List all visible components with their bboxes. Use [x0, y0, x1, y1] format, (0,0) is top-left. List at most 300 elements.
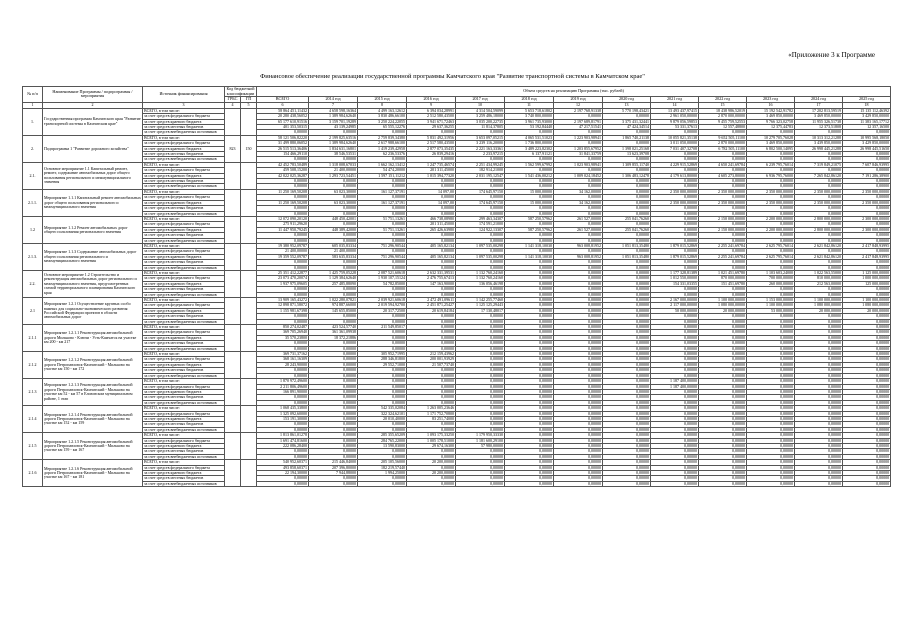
- amount-cell: 0,00000: [747, 449, 795, 454]
- amount-cell: 0,00000: [747, 211, 795, 216]
- funding-source: за счет средств краевого бюджета: [143, 362, 225, 367]
- amount-cell: 0,00000: [603, 400, 651, 405]
- amount-cell: 0,00000: [651, 416, 699, 421]
- funding-source: за счет средств краевого бюджета: [143, 281, 225, 286]
- amount-cell: 200 001,93929: [407, 357, 456, 362]
- amount-cell: 0,00000: [309, 357, 358, 362]
- amount-cell: 0,00000: [747, 395, 795, 400]
- amount-cell: 0,00000: [554, 114, 603, 119]
- amount-cell: 3 961 735,93000: [505, 119, 554, 124]
- amount-cell: 3 429 850,00000: [843, 114, 891, 119]
- amount-cell: 0,00000: [309, 319, 358, 324]
- amount-cell: 0,00000: [651, 368, 699, 373]
- amount-cell: 0,00000: [651, 195, 699, 200]
- amount-cell: 0,00000: [699, 238, 747, 243]
- amount-cell: 0,00000: [309, 157, 358, 162]
- amount-cell: 174 591,21000: [456, 222, 505, 227]
- amount-cell: 0,00000: [554, 184, 603, 189]
- col-index: 9: [407, 102, 456, 108]
- amount-cell: 0,00000: [795, 222, 843, 227]
- amount-cell: 0,00000: [505, 298, 554, 303]
- amount-cell: 0,00000: [505, 460, 554, 465]
- amount-cell: 0,00000: [651, 389, 699, 394]
- amount-cell: 0,00000: [843, 368, 891, 373]
- amount-cell: 0,00000: [651, 449, 699, 454]
- amount-cell: 5 653 718,61802: [505, 108, 554, 113]
- amount-cell: 0,00000: [747, 400, 795, 405]
- funding-source: за счет средств внебюджетных источников: [143, 211, 225, 216]
- amount-cell: 0,00000: [456, 330, 505, 335]
- amount-cell: 0,00000: [699, 368, 747, 373]
- amount-cell: 1 181 600,29100: [456, 438, 505, 443]
- amount-cell: 0,00000: [456, 341, 505, 346]
- amount-cell: 26 998 445,51650: [843, 146, 891, 151]
- amount-cell: 0,00000: [651, 481, 699, 486]
- amount-cell: 0,00000: [358, 368, 407, 373]
- funding-source: за счет средств федерального бюджета: [143, 303, 225, 308]
- amount-cell: 0,00000: [554, 206, 603, 211]
- amount-cell: 0,00000: [795, 379, 843, 384]
- amount-cell: 3 159 701,19289: [309, 119, 358, 124]
- amount-cell: 0,00000: [843, 211, 891, 216]
- amount-cell: 7 944,88000: [309, 471, 358, 476]
- amount-cell: 0,00000: [795, 389, 843, 394]
- amount-cell: 0,00000: [358, 314, 407, 319]
- amount-cell: 0,00000: [407, 379, 456, 384]
- amount-cell: 4 314 504,59099: [456, 108, 505, 113]
- amount-cell: 0,00000: [505, 335, 554, 340]
- amount-cell: 1 141 318,10030: [505, 254, 554, 259]
- amount-cell: 0,00000: [505, 292, 554, 297]
- amount-cell: 0,00000: [554, 433, 603, 438]
- row-number: 2.1.2: [23, 352, 43, 379]
- amount-cell: 0,00000: [843, 460, 891, 465]
- amount-cell: 0,00000: [651, 184, 699, 189]
- amount-cell: 20 619,84184: [407, 308, 456, 313]
- amount-cell: 6 782 505,11100: [699, 146, 747, 151]
- amount-cell: 0,00000: [407, 400, 456, 405]
- amount-cell: 0,00000: [358, 195, 407, 200]
- amount-cell: 0,00000: [554, 270, 603, 275]
- amount-cell: 0,00000: [407, 335, 456, 340]
- amount-cell: 2 255 241,69784: [699, 243, 747, 248]
- amount-cell: 0,00000: [309, 384, 358, 389]
- amount-cell: 0,00000: [747, 152, 795, 157]
- amount-cell: 0,00000: [843, 379, 891, 384]
- col-index: 12: [554, 102, 603, 108]
- amount-cell: 0,00000: [651, 362, 699, 367]
- amount-cell: 0,00000: [407, 389, 456, 394]
- amount-cell: 0,00000: [795, 395, 843, 400]
- amount-cell: 0,00000: [699, 373, 747, 378]
- amount-cell: 0,00000: [505, 184, 554, 189]
- amount-cell: 0,00000: [257, 476, 309, 481]
- amount-cell: 174 645,97150: [456, 189, 505, 194]
- funding-source: ВСЕГО, в том числе:: [143, 189, 225, 194]
- amount-cell: 4 179 613,80000: [651, 173, 699, 178]
- amount-cell: 1 541 436,00212: [505, 173, 554, 178]
- amount-cell: 1 080 000,00000: [795, 303, 843, 308]
- amount-cell: 0,00000: [505, 249, 554, 254]
- amount-cell: 0,00000: [358, 206, 407, 211]
- row-grbs: [225, 189, 241, 216]
- amount-cell: 0,00000: [795, 460, 843, 465]
- amount-cell: 0,00000: [554, 292, 603, 297]
- amount-cell: 0,00000: [257, 454, 309, 459]
- amount-cell: 0,00000: [747, 460, 795, 465]
- row-gp: [241, 270, 257, 297]
- amount-cell: 1 129 384,62640: [309, 276, 358, 281]
- amount-cell: 20 010,40000: [358, 416, 407, 421]
- amount-cell: 0,00000: [358, 211, 407, 216]
- amount-cell: 2 251 434,99245: [456, 162, 505, 167]
- amount-cell: 0,00000: [843, 341, 891, 346]
- amount-cell: 0,00000: [651, 206, 699, 211]
- amount-cell: 0,00000: [699, 471, 747, 476]
- amount-cell: 26 515 513,36406: [257, 146, 309, 151]
- amount-cell: 0,00000: [554, 346, 603, 351]
- amount-cell: 47 217,51541: [554, 125, 603, 130]
- row-name: Государственная программа Камчатского края "Развитие транспортной системы в Камчатском крае": [43, 108, 143, 135]
- amount-cell: 2 350 000,00000: [699, 189, 747, 194]
- amount-cell: 0,00000: [358, 260, 407, 265]
- amount-cell: 0,00000: [651, 292, 699, 297]
- amount-cell: 751 296,90544: [358, 254, 407, 259]
- amount-cell: 0,00000: [554, 141, 603, 146]
- amount-cell: 0,00000: [603, 373, 651, 378]
- amount-cell: 10 279 705,76028: [747, 135, 795, 140]
- col-year: ВСЕГО: [257, 97, 309, 103]
- amount-cell: 0,00000: [795, 260, 843, 265]
- amount-cell: 0,00000: [603, 454, 651, 459]
- amount-cell: 0,00000: [795, 449, 843, 454]
- funding-source: за счет средств местных бюджетов: [143, 125, 225, 130]
- amount-cell: 0,00000: [309, 211, 358, 216]
- amount-cell: 0,00000: [843, 287, 891, 292]
- amount-cell: 0,00000: [795, 422, 843, 427]
- amount-cell: 0,00000: [309, 379, 358, 384]
- row-grbs: [225, 243, 241, 270]
- funding-source: за счет средств внебюджетных источников: [143, 265, 225, 270]
- amount-cell: 0,00000: [505, 233, 554, 238]
- funding-source: ВСЕГО, в том числе:: [143, 243, 225, 248]
- amount-cell: 0,00000: [843, 481, 891, 486]
- amount-cell: 2 617 988,66100: [358, 141, 407, 146]
- amount-cell: 0,00000: [309, 449, 358, 454]
- amount-cell: 14 097,00: [407, 200, 456, 205]
- amount-cell: 0,00000: [843, 389, 891, 394]
- amount-cell: 0,00000: [651, 411, 699, 416]
- amount-cell: 0,00000: [699, 195, 747, 200]
- amount-cell: 0,00000: [407, 233, 456, 238]
- amount-cell: 1 930 107,15124: [358, 276, 407, 281]
- amount-cell: 0,00000: [747, 184, 795, 189]
- amount-cell: 0,00000: [358, 330, 407, 335]
- amount-cell: 0,00000: [699, 395, 747, 400]
- amount-cell: 3 259 486,18000: [456, 114, 505, 119]
- row-grbs: [225, 108, 241, 135]
- amount-cell: 0,00000: [795, 330, 843, 335]
- amount-cell: 0,00000: [456, 211, 505, 216]
- amount-cell: 0,00000: [505, 427, 554, 432]
- col-index: 16: [747, 102, 795, 108]
- col-year: 2014 год: [309, 97, 358, 103]
- amount-cell: 15 000,00000: [505, 200, 554, 205]
- amount-cell: 2 200 000,00000: [747, 216, 795, 221]
- amount-cell: 0,00000: [603, 303, 651, 308]
- amount-cell: 0,00000: [257, 211, 309, 216]
- amount-cell: 2 211 806,49600: [257, 384, 309, 389]
- amount-cell: 0,00000: [843, 249, 891, 254]
- amount-cell: 0,00000: [603, 233, 651, 238]
- funding-source: за счет средств местных бюджетов: [143, 476, 225, 481]
- amount-cell: 1 171 752,70800: [407, 411, 456, 416]
- col-index: 13: [603, 102, 651, 108]
- amount-cell: 0,00000: [699, 341, 747, 346]
- amount-cell: 0,00000: [407, 314, 456, 319]
- amount-cell: 0,00000: [747, 443, 795, 448]
- amount-cell: 0,00000: [747, 433, 795, 438]
- amount-cell: 4 499 163,12612: [358, 108, 407, 113]
- amount-cell: 405 165,82134: [407, 254, 456, 259]
- amount-cell: 0,00000: [651, 471, 699, 476]
- amount-cell: 401 353,50315: [257, 125, 309, 130]
- amount-cell: 0,00000: [603, 465, 651, 470]
- amount-cell: 0,00000: [651, 260, 699, 265]
- amount-cell: 29 552,71000: [358, 362, 407, 367]
- amount-cell: 0,00000: [843, 362, 891, 367]
- col-year: 2021 год: [651, 97, 699, 103]
- amount-cell: 42 022 025,36287: [257, 173, 309, 178]
- amount-cell: 0,00000: [257, 265, 309, 270]
- col-index: 6: [257, 102, 309, 108]
- amount-cell: 53 000,00000: [747, 308, 795, 313]
- amount-cell: 12 357,16500: [843, 125, 891, 130]
- col-source: Источник финансирования: [143, 87, 225, 103]
- amount-cell: 29 637,36255: [407, 125, 456, 130]
- amount-cell: 0,00000: [795, 314, 843, 319]
- amount-cell: 0,00000: [651, 427, 699, 432]
- amount-cell: 2 350 000,00000: [699, 200, 747, 205]
- amount-cell: 0,00000: [257, 157, 309, 162]
- amount-cell: 2 350 000,00000: [747, 189, 795, 194]
- amount-cell: 54 474,20000: [358, 168, 407, 173]
- amount-cell: 0,00000: [505, 303, 554, 308]
- amount-cell: 0,00000: [257, 287, 309, 292]
- amount-cell: 0,00000: [407, 179, 456, 184]
- amount-cell: 2 031 195,12547: [456, 173, 505, 178]
- funding-source: ВСЕГО, в том числе:: [143, 270, 225, 275]
- col-index: 14: [651, 102, 699, 108]
- amount-cell: 0,00000: [456, 368, 505, 373]
- funding-source: за счет средств местных бюджетов: [143, 233, 225, 238]
- amount-cell: 201 311,45000: [407, 222, 456, 227]
- amount-cell: 0,00000: [795, 292, 843, 297]
- amount-cell: 0,00000: [257, 368, 309, 373]
- amount-cell: 0,00000: [699, 427, 747, 432]
- row-name: Основное мероприятие 1.1 Капитальный ремонт, ремонт, содержание автомобильных дорог общего пользования регионального и межмуниципального значения: [43, 162, 143, 189]
- amount-cell: 0,00000: [456, 454, 505, 459]
- amount-cell: 38 546,53531: [309, 152, 358, 157]
- amount-cell: 0,00000: [603, 195, 651, 200]
- amount-cell: 0,00000: [554, 422, 603, 427]
- amount-cell: 0,00000: [603, 416, 651, 421]
- amount-cell: 0,00000: [603, 319, 651, 324]
- amount-cell: 3 469 850,00000: [747, 141, 795, 146]
- amount-cell: 0,00000: [456, 389, 505, 394]
- amount-cell: 0,00000: [456, 449, 505, 454]
- amount-cell: 0,00000: [795, 443, 843, 448]
- col-year: 2022 год: [699, 97, 747, 103]
- funding-source: за счет средств местных бюджетов: [143, 368, 225, 373]
- amount-cell: 0,00000: [603, 438, 651, 443]
- row-gp: [241, 379, 257, 406]
- amount-cell: 0,00000: [358, 422, 407, 427]
- page-title: Финансовое обеспечение реализации государственной программы Камчатского края "Развитие транспортной системы в Камчатском крае": [260, 73, 645, 80]
- col-index: 11: [505, 102, 554, 108]
- amount-cell: 0,00000: [747, 287, 795, 292]
- amount-cell: 0,00000: [407, 195, 456, 200]
- amount-cell: 0,00000: [554, 281, 603, 286]
- funding-source: за счет средств внебюджетных источников: [143, 130, 225, 135]
- amount-cell: 1 005 178,51000: [407, 438, 456, 443]
- amount-cell: 0,00000: [257, 206, 309, 211]
- amount-cell: 0,00000: [309, 427, 358, 432]
- amount-cell: 1 012 550,00000: [651, 276, 699, 281]
- amount-cell: 0,00000: [456, 465, 505, 470]
- amount-cell: 1 736 800,00000: [505, 141, 554, 146]
- amount-cell: 0,00000: [795, 406, 843, 411]
- amount-cell: 0,00000: [257, 130, 309, 135]
- amount-cell: 1 247 735,46574: [407, 162, 456, 167]
- amount-cell: 0,00000: [699, 362, 747, 367]
- amount-cell: 0,00000: [309, 179, 358, 184]
- amount-cell: 13 493 437,97415: [651, 108, 699, 113]
- amount-cell: 0,00000: [699, 476, 747, 481]
- amount-cell: 0,00000: [554, 265, 603, 270]
- amount-cell: 0,00000: [407, 265, 456, 270]
- amount-cell: 1 203 855,67952: [554, 146, 603, 151]
- amount-cell: 1 179 950,33330: [456, 433, 505, 438]
- amount-cell: 0,00000: [407, 481, 456, 486]
- amount-cell: 1 125 000,00000: [843, 270, 891, 275]
- amount-cell: 0,00000: [309, 400, 358, 405]
- amount-cell: 0,00000: [554, 352, 603, 357]
- amount-cell: 0,00000: [795, 481, 843, 486]
- amount-cell: 13 623,39708: [603, 152, 651, 157]
- amount-cell: 34 162,00000: [554, 189, 603, 194]
- amount-cell: 0,00000: [795, 184, 843, 189]
- amount-cell: 0,00000: [699, 152, 747, 157]
- amount-cell: 3 035 200,22735: [456, 119, 505, 124]
- amount-cell: 0,00000: [554, 341, 603, 346]
- amount-cell: 0,00000: [603, 476, 651, 481]
- amount-cell: 0,00000: [456, 314, 505, 319]
- amount-cell: 0,00000: [795, 238, 843, 243]
- amount-cell: 0,00000: [358, 265, 407, 270]
- amount-cell: 0,00000: [505, 287, 554, 292]
- amount-cell: 3 941 671,72463: [407, 119, 456, 124]
- amount-cell: 0,00000: [699, 384, 747, 389]
- amount-cell: 963 008,81952: [554, 243, 603, 248]
- amount-cell: 0,00000: [843, 157, 891, 162]
- amount-cell: 0,00000: [505, 276, 554, 281]
- amount-cell: 0,00000: [358, 222, 407, 227]
- amount-cell: 0,00000: [603, 249, 651, 254]
- amount-cell: 0,00000: [747, 471, 795, 476]
- amount-cell: 0,00000: [358, 341, 407, 346]
- amount-cell: 0,00000: [795, 368, 843, 373]
- amount-cell: 0,00000: [651, 238, 699, 243]
- amount-cell: 0,00000: [554, 303, 603, 308]
- amount-cell: 0,00000: [309, 373, 358, 378]
- col-no: № п/п: [23, 87, 43, 103]
- row-number: 2.1.1.: [23, 189, 43, 216]
- amount-cell: 0,00000: [505, 346, 554, 351]
- amount-cell: 2 199 825,63516: [309, 135, 358, 140]
- amount-cell: 0,00000: [795, 357, 843, 362]
- amount-cell: 0,00000: [651, 406, 699, 411]
- amount-cell: 0,00000: [456, 346, 505, 351]
- amount-cell: 0,00000: [407, 373, 456, 378]
- amount-cell: 284 765,22000: [358, 438, 407, 443]
- amount-cell: 3 469 850,00000: [795, 114, 843, 119]
- amount-cell: 51 751,13261: [358, 216, 407, 221]
- funding-source: за счет средств местных бюджетов: [143, 206, 225, 211]
- amount-cell: 0,00000: [603, 308, 651, 313]
- amount-cell: 0,00000: [603, 471, 651, 476]
- row-name: Мероприятие 1.1.3 Содержание автомобильных дорог общего пользования регионального и межмуниципального значения: [43, 243, 143, 270]
- amount-cell: 0,00000: [651, 465, 699, 470]
- amount-cell: 0,00000: [651, 249, 699, 254]
- amount-cell: 0,00000: [699, 233, 747, 238]
- amount-cell: 0,00000: [456, 411, 505, 416]
- row-grbs: 823: [225, 135, 241, 162]
- amount-cell: 20 280 438,56052: [257, 114, 309, 119]
- amount-cell: 0,00000: [407, 427, 456, 432]
- amount-cell: 0,00000: [795, 168, 843, 173]
- amount-cell: 0,00000: [358, 395, 407, 400]
- amount-cell: 0,00000: [603, 265, 651, 270]
- amount-cell: 0,00000: [407, 465, 456, 470]
- amount-cell: 0,00000: [358, 233, 407, 238]
- amount-cell: 0,00000: [505, 465, 554, 470]
- amount-cell: 0,00000: [505, 395, 554, 400]
- amount-cell: 0,00000: [505, 157, 554, 162]
- amount-cell: 0,00000: [843, 238, 891, 243]
- amount-cell: 0,00000: [747, 427, 795, 432]
- amount-cell: 0,00000: [747, 130, 795, 135]
- amount-cell: 0,00000: [651, 222, 699, 227]
- amount-cell: 0,00000: [651, 476, 699, 481]
- funding-source: за счет средств краевого бюджета: [143, 146, 225, 151]
- row-gp: [241, 162, 257, 189]
- amount-cell: 0,00000: [554, 471, 603, 476]
- amount-cell: 1 306 483,12478: [603, 173, 651, 178]
- amount-cell: 0,00000: [554, 179, 603, 184]
- amount-cell: 0,00000: [456, 352, 505, 357]
- funding-source: за счет средств внебюджетных источников: [143, 184, 225, 189]
- amount-cell: 0,00000: [747, 373, 795, 378]
- funding-source: за счет средств федерального бюджета: [143, 141, 225, 146]
- amount-cell: 0,00000: [699, 335, 747, 340]
- amount-cell: 0,00000: [257, 373, 309, 378]
- amount-cell: 0,00000: [843, 471, 891, 476]
- amount-cell: 1 662 162,13412: [358, 162, 407, 167]
- amount-cell: 2 350 000,00000: [843, 189, 891, 194]
- amount-cell: 5 831 492,31956: [407, 135, 456, 140]
- amount-cell: 0,00000: [651, 433, 699, 438]
